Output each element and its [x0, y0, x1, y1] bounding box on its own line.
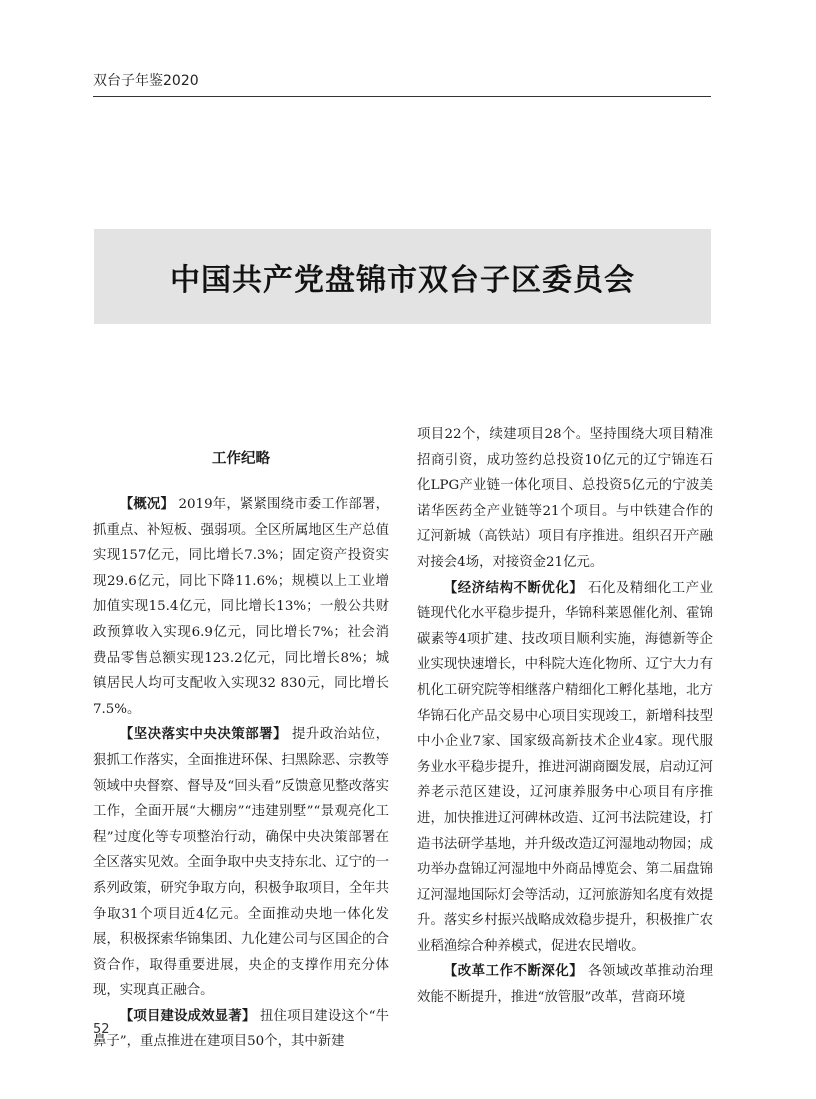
- paragraph-text: 2019年，紧紧围绕市委工作部署，抓重点、补短板、强弱项。全区所属地区生产总值实现157亿元，同比增长7.3%；固定资产投资实现29.6亿元，同比下降11.6%；规模以上工业增加值实现15.4亿元，同比增长13%；一般公共财政预算收入实现6.9亿元，同比增长7%；社会消费品零售总额实现123.2亿元，同比增长8%；城镇居民人均可支配收入实现32 830元，同比增长7.5%。: [93, 497, 389, 717]
- paragraph-tag: 【项目建设成效显著】: [119, 1008, 256, 1024]
- paragraph-text: 石化及精细化工产业链现代化水平稳步提升，华锦科莱恩催化剂、霍锦碳素等4项扩建、技改项目顺利实施，海德新等企业实现快速增长，中科院大连化物所、辽宁大力有机化工研究院等相继落户精细化工孵化基地，北方华锦石化产品交易中心项目实现竣工，新增科技型中小企业7家、国家级高新技术企业4家。现代服务业水平稳步提升，推进河湖商圈发展，启动辽河养老示范区建设，辽河康养服务中心项目有序推进，加快推进辽河碑林改造、辽河书法院建设，打造书法研学基地，并升级改造辽河湿地动物园；成功举办盘锦辽河湿地中外商品博览会、第二届盘锦辽河湿地国际灯会等活动，辽河旅游知名度有效提升。落实乡村振兴战略成效稳步提升，积极推广农业稻渔综合种养模式，促进农民增收。: [417, 580, 714, 954]
- paragraph-tag: 【经济结构不断优化】: [443, 580, 584, 596]
- paragraph-tag: 【坚决落实中央决策部署】: [119, 727, 288, 743]
- running-head: 双台子年鉴2020: [93, 73, 199, 89]
- paragraph-text: 扭住项目建设这个“牛鼻子”，重点推进在建项目50个，其中新建: [93, 1008, 389, 1050]
- left-column: [93, 447, 389, 1055]
- page-title: 中国共产党盘锦市双台子区委员会: [170, 262, 635, 298]
- paragraph-overview: [93, 492, 389, 722]
- paragraph-reform: [417, 959, 713, 1010]
- paragraph-text: 提升政治站位，狠抓工作落实，全面推进环保、扫黑除恶、宗教等领域中央督察、督导及“回头看”反馈意见整改落实工作，全面开展“大棚房”“违建别墅”“景观亮化工程”过度化等专项整治行动，确保中央决策部署在全区落实见效。全面争取中央支持东北、辽宁的一系列政策，研究争取方向，积极争取项目，全年共争取31个项目近4亿元。全面推动央地一体化发展，积极探索华锦集团、九化建公司与区国企的合资合作，取得重要进展，央企的支撑作用充分体现，实现真正融合。: [93, 727, 389, 999]
- paragraph-tag: 【改革工作不断深化】: [443, 964, 584, 980]
- right-column: [417, 422, 713, 1011]
- paragraph-tag: 【概况】: [119, 497, 175, 512]
- paragraph-text: 各领域改革推动治理效能不断提升，推进“放管服”改革，营商环境: [417, 964, 714, 1006]
- paragraph-central-policy: [93, 722, 389, 1004]
- paragraph-economic-structure: [417, 576, 713, 960]
- section-heading: 工作纪略: [212, 451, 270, 467]
- page-number: 52: [93, 1022, 110, 1037]
- header-rule: [93, 96, 711, 97]
- paragraph-continuation: 项目22个，续建项目28个。坚持围绕大项目精准招商引资，成功签约总投资10亿元的辽宁锦连石化LPG产业链一体化项目、总投资5亿元的宁波美诺华医药全产业链等21个项目。与中铁建合作的辽河新城（高铁站）项目有序推进。组织召开产融对接会4场，对接资金21亿元。: [417, 427, 713, 570]
- paragraph-projects: [93, 1004, 389, 1055]
- title-banner: [94, 229, 711, 324]
